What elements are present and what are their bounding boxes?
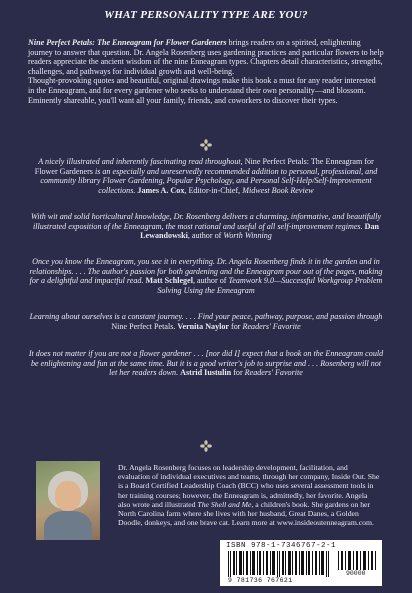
barcode-bars	[228, 551, 332, 577]
flower-divider-icon	[200, 440, 212, 452]
barcode-digits: 9 781736 767621	[228, 577, 293, 584]
author-photo	[36, 461, 100, 540]
review-3-quote: Once you know the Enneagram, you see it in everything. Dr. Angela Rosenberg finds it in the garden and in relationships. . . . The author's passion for both gardening and the Enneagram pour out of the pages, making for a delightful and impactful read.	[29, 257, 383, 286]
book-title: Nine Perfect Petals: The Enneagram for Flower Gardeners	[28, 38, 227, 47]
review-3-role: , author of	[192, 276, 229, 286]
review-5-quote: It does not matter if you are not a flower gardener . . . [nor did I] expect that a book on the Enneagram could be enlightening and fun at the same time. But it is a good writer's job to surprise and . . . Rosenberg will not let her readers down.	[28, 349, 384, 378]
review-5-role: for	[231, 368, 245, 378]
isbn-barcode	[220, 540, 382, 586]
review-1-quote-a: A nicely illustrated and inherently fascinating read throughout,	[38, 157, 245, 166]
page-title: WHAT PERSONALITY TYPE ARE YOU?	[104, 9, 308, 21]
review-1-name: James A. Cox	[137, 185, 185, 195]
review-5-name: Astrid Iustulin	[180, 368, 232, 378]
review-2-source: Worth Winning	[223, 231, 272, 241]
bio-text-a: Dr. Angela Rosenberg focuses on leadership development, facilitation, and evaluation of individual executives and teams, through her company, Inside Out. She is a Board Certified Leadership Coach (BCC) who uses several assessment tools in her training courses; however, the Enneagram is, admittedly, her favorite. Angela also wrote and illustrated	[118, 463, 380, 509]
review-2-name: Dan Lewandowski	[140, 221, 380, 241]
book-description	[28, 38, 384, 105]
review-1	[26, 157, 386, 195]
review-2-role: , author of	[187, 231, 224, 241]
review-5	[26, 349, 386, 378]
review-4-name: Vernita Naylor	[177, 321, 230, 331]
review-4-role: for	[229, 321, 243, 331]
author-bio	[118, 463, 380, 527]
review-2	[26, 212, 386, 241]
review-1-role: , Editor-in-Chief,	[184, 185, 243, 195]
description-text-a: brings readers on a spirited, enlightening journey to answer that question. Dr. Angela Rosenberg uses gardening practices and particular flowers to help readers appreciate the ancient wisdom of the nine Enneagram types. Chapters detail characteristics, strengths, challenges, and pathways for individual growth and well-being.	[28, 38, 384, 76]
review-5-source: Readers' Favorite	[244, 368, 303, 378]
review-1-book: Nine Perfect Petals: The Enneagram for Flower Gardeners	[34, 157, 374, 176]
review-4	[26, 312, 386, 331]
review-4-mid: .	[173, 321, 178, 331]
isbn-text: ISBN 978-1-7346767-2-1	[226, 542, 337, 550]
review-4-source: Readers' Favorite	[242, 321, 301, 331]
price-code: 90000	[346, 570, 366, 577]
review-1-source: Midwest Book Review	[242, 185, 314, 195]
bio-text-b: , a children's book. She gardens on her North Carolina farm where she lives with her husband, Great Danes, a Golden Doodle, donkeys, and one brave cat. Learn more at www.insideoutenneagram.com.	[118, 499, 374, 528]
review-3	[26, 257, 386, 295]
bio-book: The Shell and Me	[197, 499, 252, 509]
review-2-quote: With wit and solid horticultural knowledge, Dr. Rosenberg delivers a charming, informative, and beautifully illustrated exposition of the Enneagram, the most rational and useful of all self-improvement regimes.	[30, 212, 382, 231]
review-1-quote-b: is an especially and unreservedly recommended addition to personal, professional, and community library Flower Gardening, Popular Psychology, and Personal Self-Help/Self-Improvement collections.	[40, 166, 378, 195]
review-4-book: Nine Perfect Petals	[111, 321, 174, 331]
review-4-quote: Learning about ourselves is a constant journey. . . . Find your peace, pathway, purpose, and passion through	[29, 312, 383, 321]
price-barcode-bars	[338, 551, 376, 570]
flower-divider-icon	[200, 139, 212, 151]
review-3-source: Teamwork 9.0—Successful Workgroup Problem Solving Using the Enneagram	[157, 276, 383, 295]
description-text-b: Thought-provoking quotes and beautiful, original drawings make this book a must for any reader interested in the Enneagram, and for every gardener who seeks to understand their own personality—and blossom. Eminently shareable, you'll want all your family, friends, and coworkers to discover their types.	[28, 76, 376, 105]
review-3-name: Matt Schlegel	[145, 276, 193, 286]
